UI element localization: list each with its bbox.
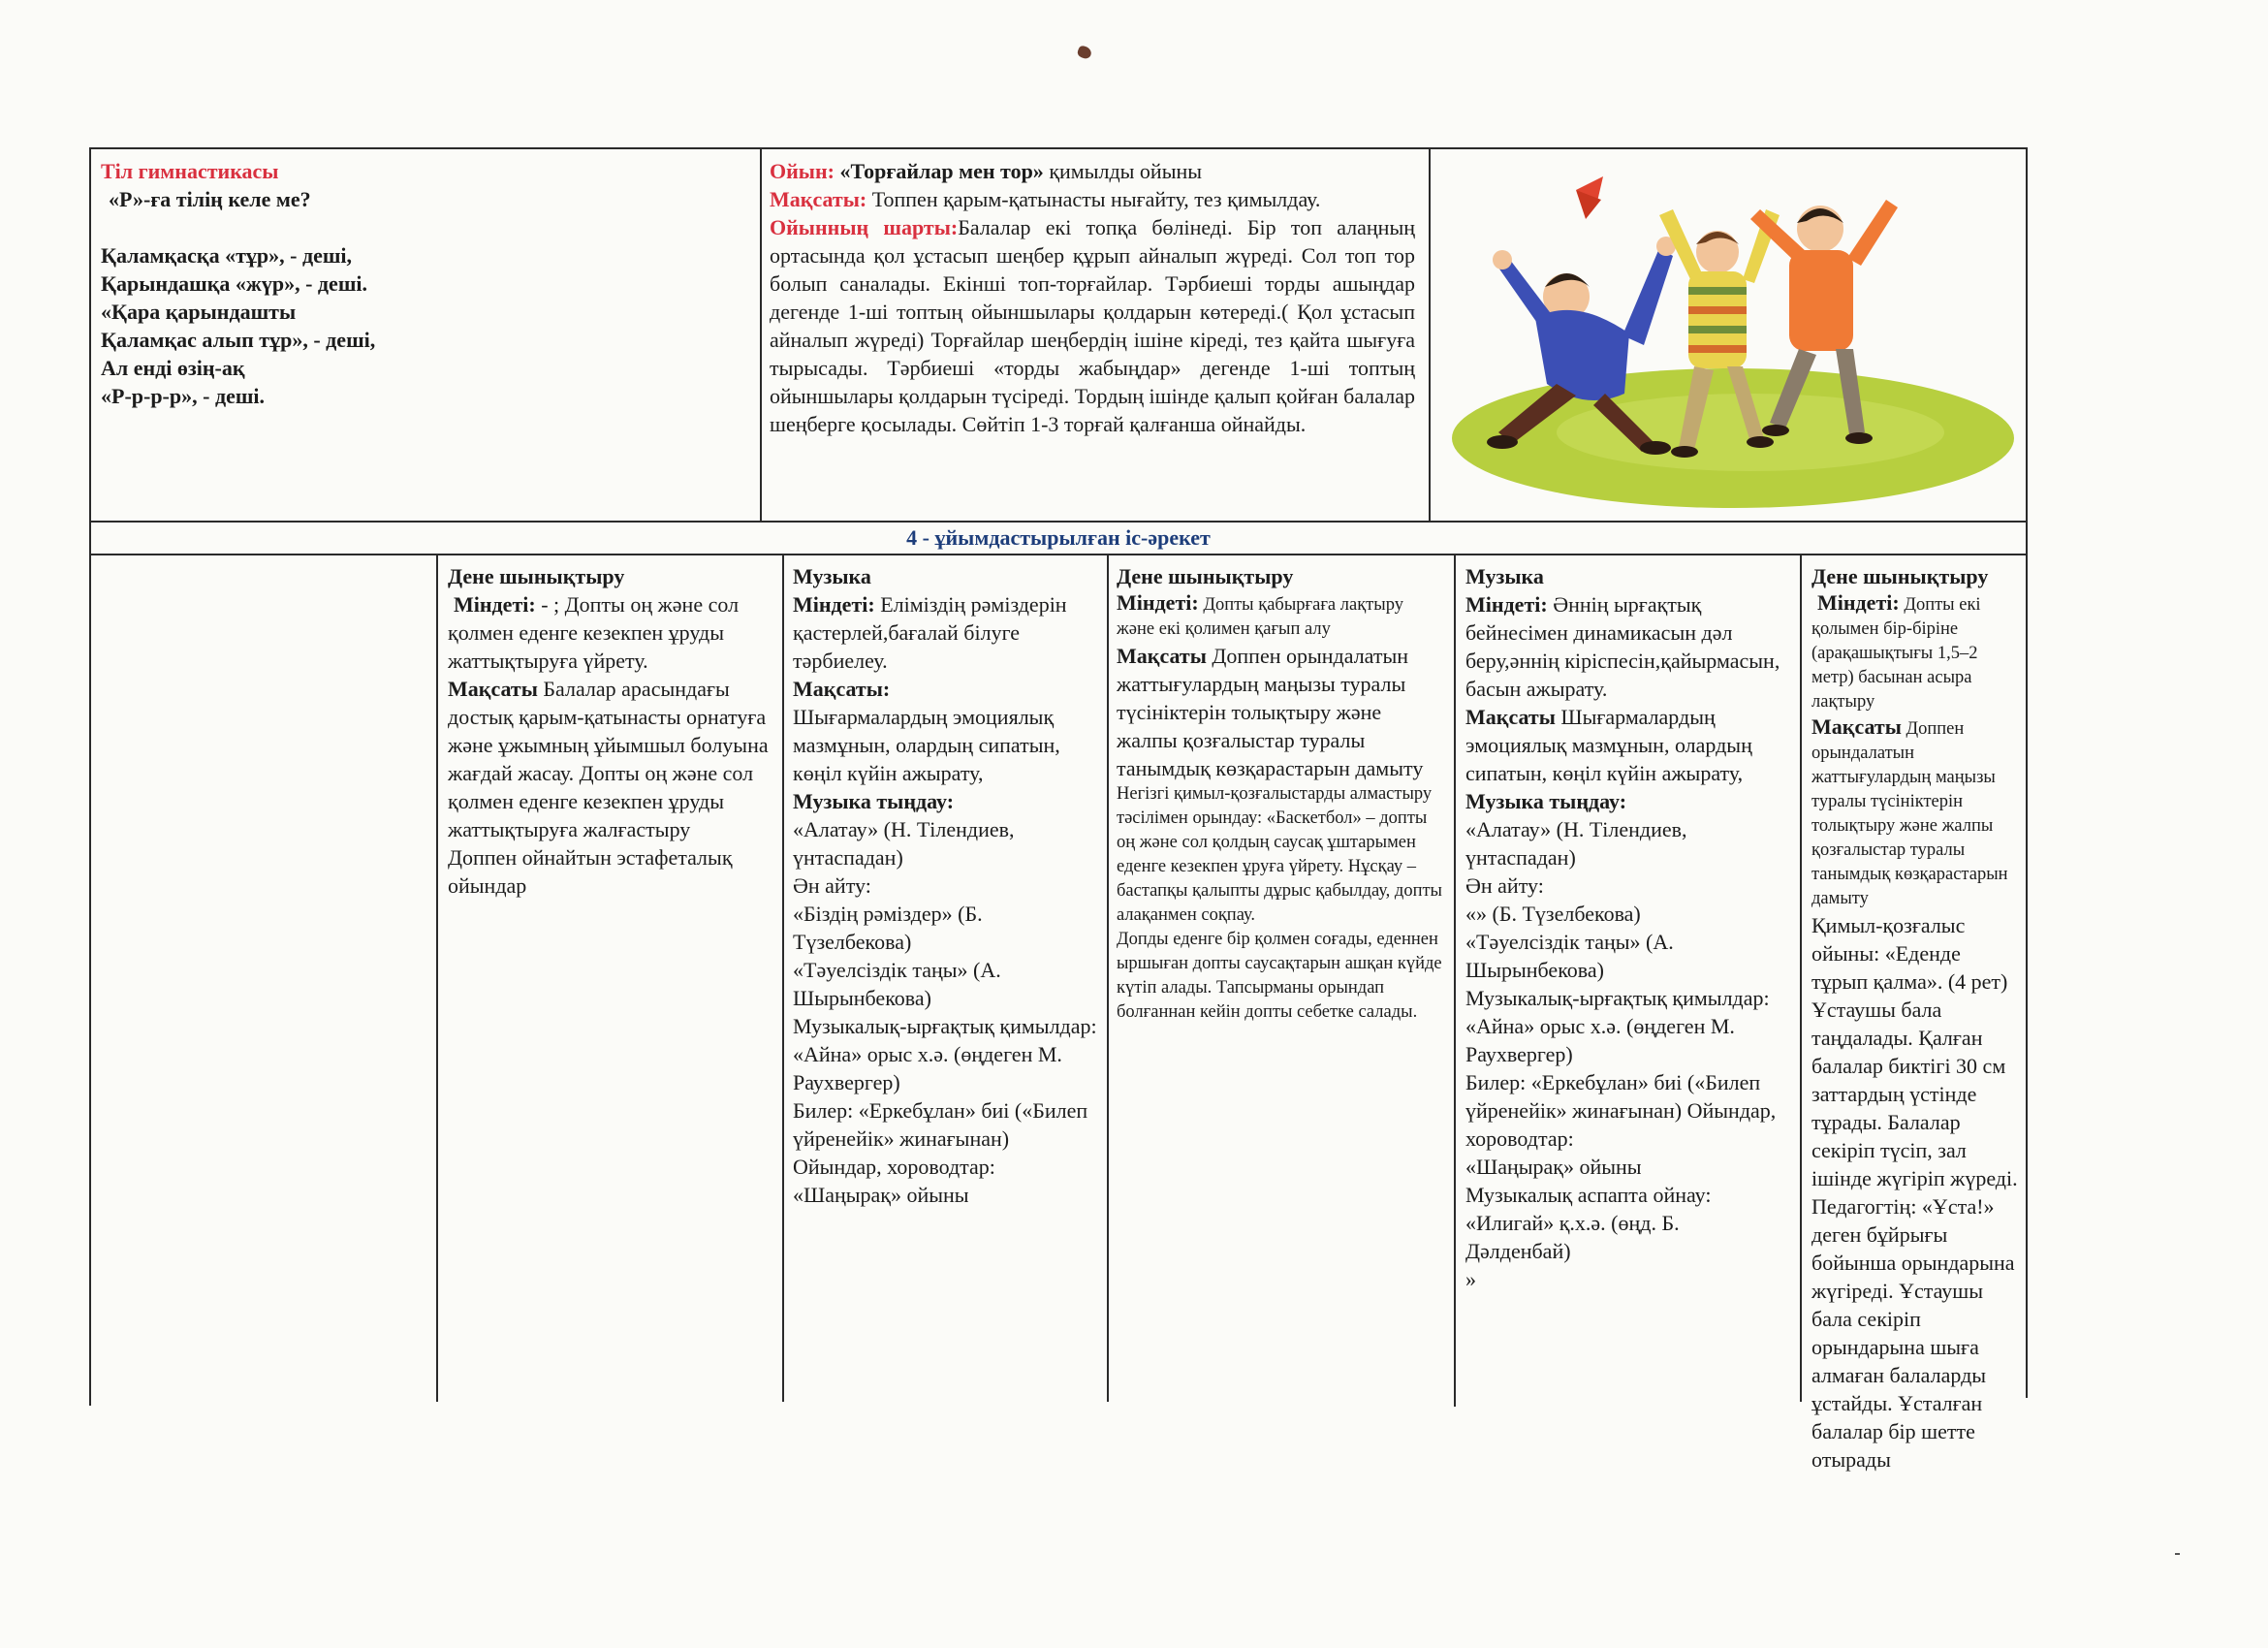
tongue-title: Тіл гимнастикасы <box>101 159 279 183</box>
col5-task-label: Міндеті: <box>1465 592 1548 617</box>
col4-title: Дене шынықтыру <box>1117 564 1294 588</box>
col3-listen-label: Музыка тыңдау: <box>793 789 955 813</box>
col-divider-3 <box>1107 554 1109 1402</box>
col6-title: Дене шынықтыру <box>1811 564 1989 588</box>
repertoire-line: Музыкалық-ырғақтық қимылдар: <box>1465 986 1770 1010</box>
col2-tail: Доппен ойнайтын эстафеталық ойындар <box>448 845 733 898</box>
poem-line: Қаламқас алып тұр», - деші, <box>101 328 376 352</box>
col3-title: Музыка <box>793 564 871 588</box>
col6-p2: Ұстаушы бала таңдалады. Қалған балалар биктігі 30 см заттардың үстінде тұрады. Балалар секіріп түсіп, зал ішінде жүгіріп жүреді. Педагогтің: «Ұста!» деген бұйрығы бойынша орындарына жүгіреді. Ұстаушы бала секіріп орындарына шыға алмаған балаларды <box>1811 998 2018 1387</box>
row-divider-2 <box>89 554 2028 555</box>
poem-line: «Қара қарындашты <box>101 300 297 324</box>
repertoire-line: Музыкалық аспапта ойнау: «Илигай» қ.х.ә. (өңд. Б. Дәлденбай) <box>1465 1183 1712 1263</box>
col5-listen-label: Музыка тыңдау: <box>1465 789 1627 813</box>
col3-task-label: Міндеті: <box>793 592 875 617</box>
col2-goal-label: Мақсаты <box>448 677 538 701</box>
col4-p2: Допды еденге бір қолмен соғады, еденнен ыршыған допты саусақтарын ашқан күйде күтіп алады. Тапсырманы орындап болғаннан кейін допты себетке салады. <box>1117 930 1442 1022</box>
col4-task-label: Міндеті: <box>1117 590 1199 615</box>
col4-p1: Негізгі қимыл-қозғалыстарды алмастыру тәсілімен орындау: «Баскетбол» – допты оң және сол қолдың саусақ ұштарымен еденге кезекпен ұруға үйрету. Нұсқау – бастапқы қалыпты дұрыс қабылдау, допты алақанмен соқпау. <box>1117 784 1442 925</box>
repertoire-line: «» (Б. Түзелбекова) <box>1465 902 1641 926</box>
col6-task-label: Міндеті: <box>1817 590 1900 615</box>
butterfly-icon <box>1576 176 1603 219</box>
col6-goal-text: Доппен орындалатын жаттығулардың маңызы туралы түсініктерін толықтыру және жалпы қозғалыстар туралы танымдық көзқарастарын дамыту <box>1811 719 2008 908</box>
repertoire-line: «Айна» орыс х.ә. (өңдеген М. Раухвергер) <box>793 1042 1062 1094</box>
section-header: 4 - ұйымдастырылған іс-әрекет <box>906 525 1211 550</box>
col-music-2 <box>1458 558 1799 1297</box>
game-goal-label: Мақсаты: <box>770 187 867 211</box>
game-title: «Торғайлар мен тор» <box>839 159 1044 183</box>
tongue-poem <box>101 241 748 410</box>
col2-title: Дене шынықтыру <box>448 564 625 588</box>
col2-task-label: Міндеті: <box>454 592 536 617</box>
col4-goal-text: Доппен орындалатын жаттығулардың маңызы туралы түсініктерін толықтыру және жалпы қозғалыстар туралы танымдық көзқарастарын дамыту <box>1117 644 1424 780</box>
repertoire-line: «Айна» орыс х.ә. (өңдеген М. Раухвергер) <box>1465 1014 1735 1066</box>
game-rules-text: Балалар екі топқа бөлінеді. Бір топ алаңның ортасында қол ұстасып шеңбер құрып айналып жүреді. Сол топ тор болып саналады. Екінші топ-торғайлар. Тәрбиеші торды ашыңдар дегенде 1-ші топтың ойыншылары қолдарын көтереді.( Қол ұстасып айналып жүреді) Торғайлар шеңбердің ішіне кіреді, тез қайта шығуға тырысады. Тәрбиеші «торды жабыңдар» дегенде 1-ші топтың ойыншылары қолдарын түсіреді. Тордың ішінде қалып қойған балалар шеңберге қосылады. Сөйтіп 1-3 торғай қалғанша ойнайды. <box>770 215 1415 436</box>
repertoire-line: «Тәуелсіздік таңы» (А. Шырынбекова) <box>793 958 1001 1010</box>
col-music-1 <box>785 558 1107 1213</box>
row-divider-1 <box>89 521 2028 523</box>
game-title-tail: қимылды ойыны <box>1049 159 1203 183</box>
col5-goal-label: Мақсаты <box>1465 705 1556 729</box>
repertoire-line: «Шаңырақ» ойыны <box>1465 1155 1642 1179</box>
col3-goal-text: Шығармалардың эмоциялық мазмұнын, олардың сипатын, көңіл күйін ажырату, <box>793 705 1060 785</box>
col-divider-1 <box>436 554 438 1402</box>
col-pe-3 <box>1804 558 2027 1477</box>
repertoire-line: «Тәуелсіздік таңы» (А. Шырынбекова) <box>1465 930 1674 982</box>
table-top-border <box>89 147 2028 149</box>
col2-goal-text: Балалар арасындағы достық қарым-қатынасты орнатуға және ұжымның ұйымшыл болуына жағдай жасау. Допты оң және сол қолмен еденге кезекпен ұруды жаттықтыруға жалғастыру <box>448 677 769 841</box>
col6-task-text: Допты екі қолымен бір-біріне (арақашықтығы 1,5–2 метр) басынан асыра лақтыру <box>1811 595 1981 712</box>
col-divider-4 <box>1454 554 1456 1407</box>
col5-task-text: Әннің ырғақтық бейнесімен динамикасын дәл беру,әннің кіріспесін,қайырмасын, басын ажырату. <box>1465 592 1780 701</box>
poem-line: Ал енді өзің-ақ <box>101 356 245 380</box>
repertoire-line: «Алатау» (Н. Тілендиев, үнтаспадан) <box>1465 817 1687 870</box>
col6-p1: Қимыл-қозғалыс ойыны: «Еденде тұрып қалма». (4 рет) <box>1811 913 2008 994</box>
game-rules-label: Ойынның шарты: <box>770 215 959 239</box>
poem-line: Қарындашқа «жүр», - деші. <box>101 271 368 296</box>
repertoire-line: Музыкалық-ырғақтық қимылдар: <box>793 1014 1097 1038</box>
tongue-subtitle: «Р»-ға тілің келе ме? <box>109 187 311 211</box>
col6-goal-label: Мақсаты <box>1811 714 1902 739</box>
repertoire-line: Билер: «Еркебұлан» биі («Билеп үйренейік» жинағынан) Ойындар, хороводтар: <box>1465 1070 1777 1151</box>
repertoire-line: «Біздің рәміздер» (Б. Түзелбекова) <box>793 902 983 954</box>
col5-repertoire <box>1465 815 1789 1293</box>
game-title-label: Ойын: <box>770 159 835 183</box>
tongue-gymnastics-cell <box>91 153 758 520</box>
col-pe-1 <box>440 558 781 903</box>
children-playing-illustration <box>1431 151 2024 518</box>
col5-title: Музыка <box>1465 564 1544 588</box>
game-goal-text: Топпен қарым-қатынасты нығайту, тез қимылдау. <box>871 187 1321 211</box>
col3-repertoire <box>793 815 1097 1209</box>
poem-line: «Р-р-р-р», - деші. <box>101 384 266 408</box>
col3-goal-label: Мақсаты: <box>793 677 891 701</box>
repertoire-line: Ән айту: <box>793 873 871 898</box>
paper-mark <box>2175 1553 2180 1555</box>
col-pe-2 <box>1111 558 1454 1029</box>
col5-goal-text: Шығармалардың эмоциялық мазмұнын, олардың сипатын, көңіл күйін ажырату, <box>1465 705 1752 785</box>
repertoire-line: «Алатау» (Н. Тілендиев, үнтаспадан) <box>793 817 1015 870</box>
game-cell <box>762 153 1427 520</box>
col6-p3: ұстайды. Ұсталған балалар бір шетте отырады <box>1811 1391 1983 1472</box>
repertoire-line: » <box>1465 1267 1476 1291</box>
col2-task-text: - ; Допты оң және сол қолмен еденге кезекпен ұруды жаттықтыруға үйрету. <box>448 592 740 673</box>
col4-goal-label: Мақсаты <box>1117 644 1207 668</box>
repertoire-line: «Шаңырақ» ойыны <box>793 1183 969 1207</box>
col-divider-5 <box>1800 554 1802 1402</box>
poem-line: Қаламқасқа «тұр», - деші, <box>101 243 353 268</box>
col4-task-text: Допты қабырғаға лақтыру және екі қолимен қағып алу <box>1117 595 1403 639</box>
col-divider-2 <box>782 554 784 1402</box>
repertoire-line: Билер: «Еркебұлан» биі («Билеп үйренейік» жинағынан) Ойындар, хороводтар: <box>793 1098 1088 1179</box>
col3-task-text: Еліміздің рәміздерін қастерлей,бағалай білуге тәрбиелеу. <box>793 592 1067 673</box>
paper-speck <box>1076 45 1092 60</box>
repertoire-line: Ән айту: <box>1465 873 1544 898</box>
